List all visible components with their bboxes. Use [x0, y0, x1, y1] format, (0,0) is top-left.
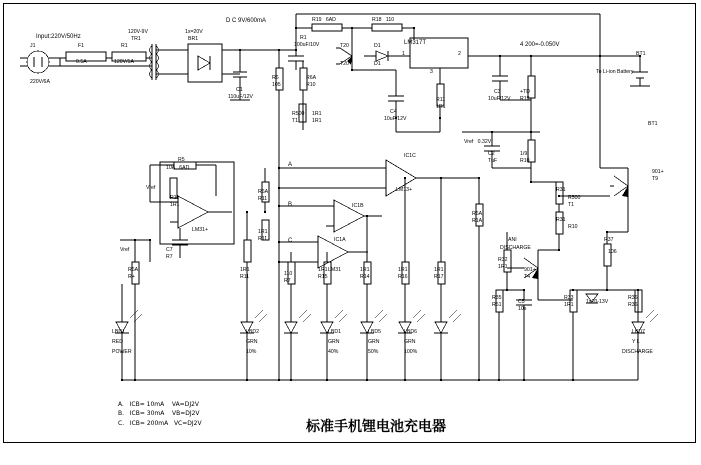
- component-label: R1: [121, 43, 128, 49]
- component-label: 1R1: [498, 264, 508, 270]
- diagram-title: 标准手机锂电池充电器: [306, 419, 446, 435]
- component-label: 1R1: [318, 267, 328, 273]
- bridge-rectifier-br1: [166, 44, 240, 82]
- component-label: Vref: [120, 247, 130, 253]
- component-label: R31: [556, 217, 566, 223]
- component-label: 1R1: [564, 302, 574, 308]
- component-label: TuF: [488, 158, 498, 164]
- component-label: LBD2: [246, 329, 259, 335]
- component-label: R18 110: [372, 17, 395, 23]
- component-label: R19 6AD: [312, 17, 336, 23]
- component-label: R36: [628, 295, 638, 301]
- component-label: 1R1: [312, 111, 322, 117]
- component-label: R1: [300, 35, 307, 41]
- component-label: BT1: [648, 121, 658, 127]
- component-label: 10A 6AD: [166, 165, 190, 171]
- legend-line: B. ICB= 30mA VB=DJ2V: [118, 410, 200, 418]
- component-label: R10: [306, 82, 316, 88]
- component-label: R16: [398, 274, 408, 280]
- component-label: LM317T: [404, 40, 427, 46]
- component-label: IC1A: [334, 237, 346, 243]
- component-label: C3: [494, 89, 501, 95]
- component-label: C5: [518, 299, 525, 305]
- component-label: 1: [402, 51, 405, 57]
- component-label: R51: [492, 302, 502, 308]
- component-label: R10: [568, 224, 578, 230]
- component-label: T1: [292, 118, 299, 124]
- component-label: R36: [628, 302, 638, 308]
- component-label: R17: [434, 274, 444, 280]
- transistor-t9: [610, 168, 628, 206]
- component-label: R500: [568, 195, 581, 201]
- component-label: 110uF/12V: [228, 94, 253, 100]
- component-label: GRN: [368, 339, 380, 345]
- resistor-r11-col: [244, 240, 251, 262]
- component-label: R35: [492, 295, 502, 301]
- component-label: 1R1: [170, 202, 180, 208]
- component-label: 100%: [404, 349, 418, 355]
- component-label: T1: [568, 202, 575, 208]
- component-label: D C 9V/600mA: [226, 18, 267, 24]
- component-label: T4: [524, 274, 531, 280]
- component-label: R11: [170, 195, 180, 201]
- component-label: 10uF/12V: [488, 96, 511, 102]
- component-label: 4 200=-0.050V: [520, 42, 560, 48]
- component-label: 3: [430, 69, 433, 75]
- component-label: ANI: [508, 237, 517, 243]
- component-label: LBD7: [632, 329, 645, 335]
- component-label: T9: [652, 176, 659, 182]
- component-label: R6A: [472, 211, 483, 217]
- ac-plug-symbol: [20, 51, 60, 73]
- component-label: 1R1: [436, 104, 446, 110]
- component-label: LBD6: [404, 329, 417, 335]
- legend-line: A. ICB= 10mA VA=DJ2V: [118, 401, 200, 408]
- component-label: R6A: [128, 267, 139, 273]
- component-label: R7: [166, 254, 173, 260]
- component-label: 2: [458, 51, 461, 57]
- legend-line: C. ICB= 200mA VC=DJ2V: [118, 419, 202, 427]
- component-label: C2: [488, 151, 495, 157]
- component-label: R10: [520, 158, 530, 164]
- component-label: 10%: [246, 349, 257, 355]
- component-label: 110: [284, 271, 293, 277]
- component-label: 1R1: [434, 267, 444, 273]
- component-label: DISCHARGE: [622, 349, 653, 355]
- capacitor-c7: [172, 228, 188, 258]
- resistor-r18: [372, 24, 402, 31]
- component-label: 100uF/10V: [294, 42, 320, 48]
- led-lbd-extra: [434, 310, 461, 380]
- component-label: C4: [390, 109, 397, 115]
- component-label: 1x10-13V: [586, 299, 609, 305]
- component-label: 901+: [652, 169, 664, 175]
- component-label: R11: [258, 236, 268, 242]
- component-label: 1x=20V: [185, 29, 203, 35]
- component-label: R33: [564, 295, 574, 301]
- component-label: 220V/6A: [30, 79, 50, 85]
- component-label: Vref: [146, 185, 156, 191]
- component-label: 1R1: [312, 118, 322, 124]
- component-label: D1: [374, 61, 381, 67]
- component-label: 1/9: [520, 151, 528, 157]
- component-label: 120V-9V: [128, 29, 148, 35]
- component-label: LBD5: [368, 329, 381, 335]
- component-label: 50%: [368, 349, 379, 355]
- component-label: R6A: [306, 75, 317, 81]
- component-label: R+: [128, 274, 135, 280]
- component-label: Y L: [632, 339, 640, 345]
- component-label: LBD1: [112, 329, 125, 335]
- component-label: J1: [30, 43, 36, 49]
- component-label: R6: [272, 75, 279, 81]
- component-label: LM13+: [396, 187, 413, 193]
- component-label: 1R1: [360, 267, 370, 273]
- component-label: 901+: [524, 267, 536, 273]
- component-label: A: [288, 162, 293, 168]
- capacitor-c-top: [288, 50, 304, 70]
- component-label: R500: [292, 111, 305, 117]
- component-label: BR1: [188, 36, 199, 42]
- opamp-ic1c: [378, 160, 460, 196]
- component-label: T20: [340, 43, 349, 49]
- component-label: GRN: [328, 339, 340, 345]
- component-label: LM31+: [192, 227, 209, 233]
- resistor-r19: [312, 24, 342, 31]
- component-label: C: [288, 238, 293, 244]
- component-label: R15: [318, 274, 328, 280]
- component-label: 10s: [518, 306, 527, 312]
- transformer-tr1: [150, 44, 167, 80]
- component-label: 1R1: [258, 229, 268, 235]
- component-label: R31: [556, 187, 566, 193]
- component-label: R14: [360, 274, 370, 280]
- component-label: 120V/1A: [114, 59, 134, 65]
- component-label: R5: [178, 157, 185, 163]
- component-label: POWER: [112, 349, 132, 355]
- component-label: R37: [604, 237, 614, 243]
- component-label: IC1B: [352, 203, 364, 209]
- component-label: +TD: [520, 89, 530, 95]
- component-label: 106: [608, 249, 617, 255]
- component-label: 10uF/12V: [384, 116, 407, 122]
- component-label: R32: [498, 257, 508, 263]
- component-label: IC1C: [404, 153, 416, 159]
- component-label: LBD1: [328, 329, 341, 335]
- component-label: GRN: [246, 339, 258, 345]
- component-label: LM31: [328, 267, 341, 273]
- component-label: R6A: [258, 189, 269, 195]
- component-label: R1A: [472, 218, 483, 224]
- component-label: C1: [236, 87, 243, 93]
- component-label: R11: [436, 97, 446, 103]
- component-label: R19: [520, 96, 530, 102]
- component-label: D1: [374, 43, 381, 49]
- legend-block: [118, 400, 202, 428]
- component-label: R7: [284, 278, 291, 284]
- component-label: R11: [240, 274, 250, 280]
- component-label: DISCHARGE: [500, 245, 531, 251]
- component-label: Input:220V/50Hz: [36, 34, 81, 40]
- component-label: C7: [166, 247, 173, 253]
- component-label: RED: [112, 339, 123, 345]
- component-label: BT1: [636, 51, 646, 57]
- component-label: F1: [78, 43, 85, 49]
- component-label: 40%: [328, 349, 339, 355]
- component-label: T20: [340, 61, 349, 67]
- diode-d1: [364, 51, 402, 61]
- component-label: TR1: [131, 36, 141, 42]
- component-label: 105: [272, 82, 281, 88]
- led-lbd3: [284, 310, 311, 380]
- component-label: 1R1: [398, 267, 408, 273]
- component-label: B: [288, 202, 293, 208]
- component-label: 0.5A: [76, 59, 87, 65]
- component-label: To Li-ion Battery: [596, 69, 634, 75]
- component-label: GRN: [404, 339, 416, 345]
- component-label: 1R1: [240, 267, 250, 273]
- component-label: Vref 0.32V: [464, 139, 492, 145]
- component-label: R11: [258, 196, 268, 202]
